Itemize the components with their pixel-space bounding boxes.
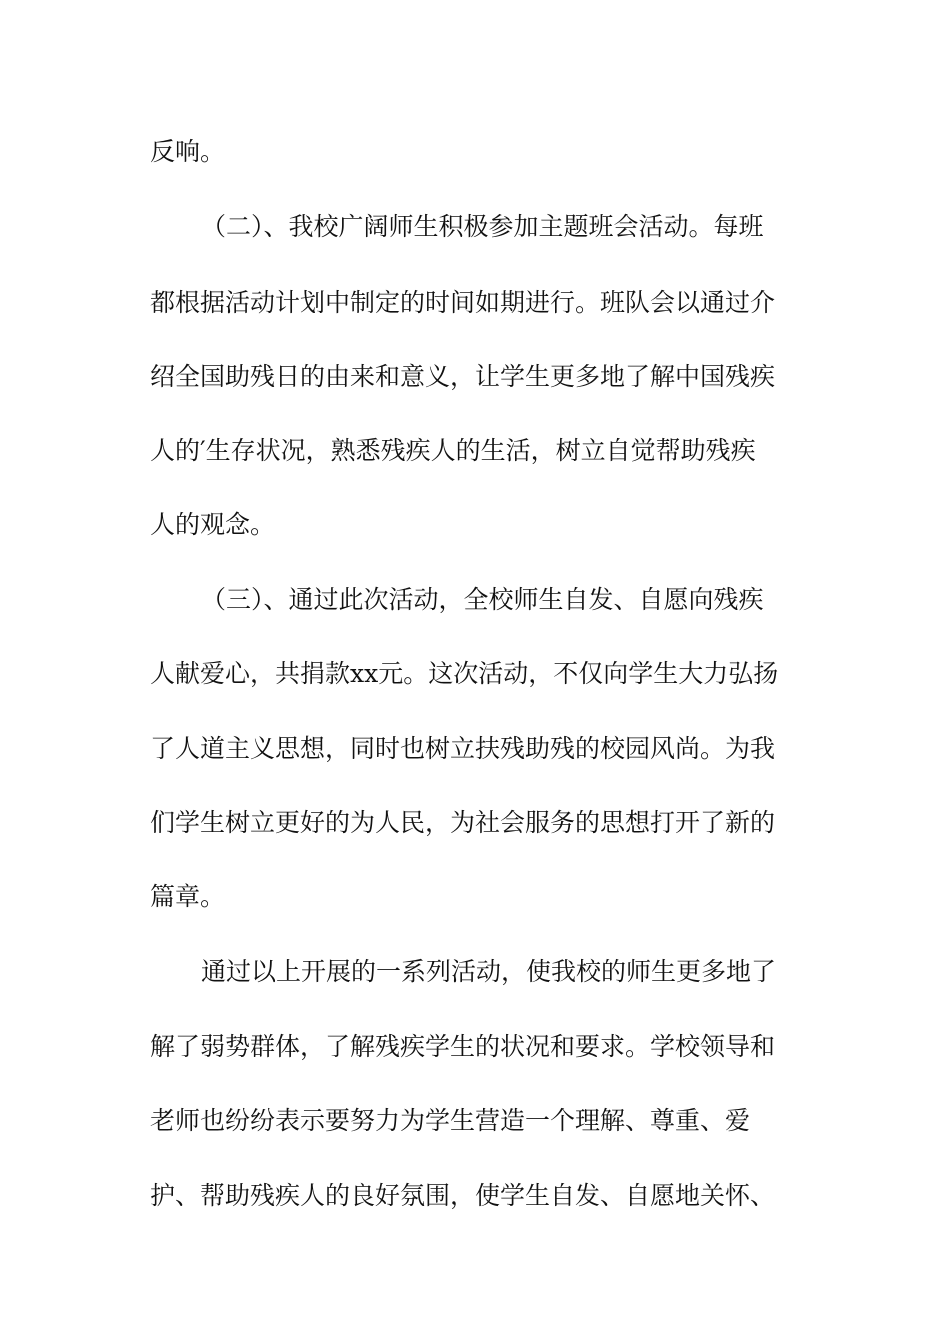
paragraph-4-line-3: 老师也纷纷表示要努力为学生营造一个理解、尊重、爱	[150, 1106, 751, 1135]
paragraph-2-line-2: 都根据活动计划中制定的时间如期进行。班队会以通过介	[150, 288, 776, 317]
paragraph-4-line-4: 护、帮助残疾人的良好氛围，使学生自发、自愿地关怀、	[150, 1181, 776, 1210]
paragraph-3-line-4: 们学生树立更好的为人民，为社会服务的思想打开了新的	[150, 808, 776, 837]
paragraph-2-line-5: 人的观念。	[150, 510, 276, 539]
paragraph-3-line-2: 人献爱心，共捐款xx元。这次活动，不仅向学生大力弘扬	[150, 659, 779, 688]
paragraph-2-line-1: （二）、我校广阔师生积极参加主题班会活动。每班	[201, 212, 764, 241]
paragraph-4-line-2: 解了弱势群体，了解残疾学生的状况和要求。学校领导和	[150, 1032, 776, 1061]
paragraph-3-line-3: 了人道主义思想，同时也树立扶残助残的校园风尚。为我	[150, 734, 776, 763]
text-line-1: 反响。	[150, 137, 226, 166]
paragraph-4-line-1: 通过以上开展的一系列活动，使我校的师生更多地了	[201, 957, 777, 986]
paragraph-3-line-1: （三）、通过此次活动，全校师生自发、自愿向残疾	[201, 585, 764, 614]
paragraph-3-line-5: 篇章。	[150, 882, 226, 911]
paragraph-2-line-3: 绍全国助残日的由来和意义，让学生更多地了解中国残疾	[150, 362, 776, 391]
paragraph-2-line-4: 人的′生存状况，熟悉残疾人的生活，树立自觉帮助残疾	[150, 436, 756, 465]
